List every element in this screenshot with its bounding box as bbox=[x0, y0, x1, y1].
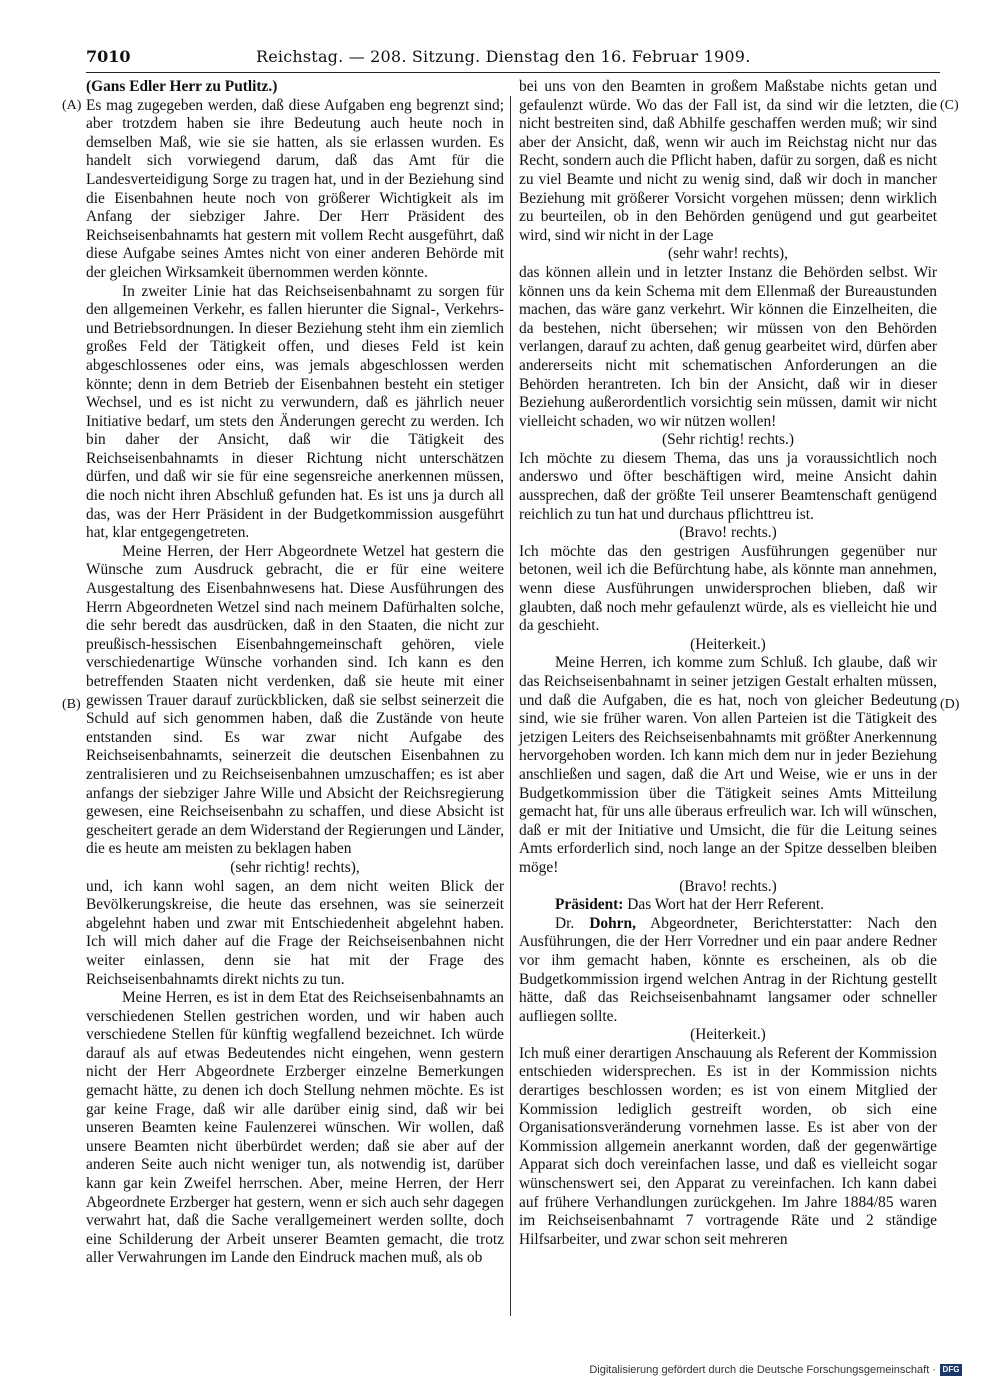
column-divider bbox=[510, 96, 511, 1316]
paragraph: Ich muß einer derartigen Anschauung als Referent der Kommission entschieden widersprechen. Es ist in der Kommission nichts derartiges beschlossen worden; es ist von einem Mitglied der Kommission lediglich gestreift worden, ob sich eine Organisationsveränderung vornehmen lasse. Es ist aber von der Kommission allgemein anerkannt worden, daß der gegenwärtige Apparat sich doch vereinfachen lasse, und daß es vielleicht sogar wünschenswert sei, den Apparat zu vereinfachen. Ich kann dabei auf frühere Verhandlungen zurückgehen. Im Jahre 1884/85 waren im Reichseisenbahnamt 7 vortragende Räte und 2 ständige Hilfsarbeiter, und zwar schon seit mehreren bbox=[519, 1044, 937, 1248]
left-column bbox=[86, 78, 504, 1268]
paragraph: das können allein und in letzter Instanz die Behörden selbst. Wir können uns da kein Schema mit dem Ellenmaß der Bureaustunden machen, das wäre ganz verkehrt. Wir können die Einzelheiten, die da bestehen, nicht übersehen; wir müssen von den Behörden verlangen, darauf zu achten, daß genug gearbeitet wird, dürfen aber andererseits nicht mit schematischen Anforderungen an die Behörden herantreten. Ich bin der Ansicht, daß wir in dieser Beziehung außerordentlich vorsichtig sein müssen, damit wir nicht vielleicht schaden, wo wir nützen wollen! bbox=[519, 263, 937, 430]
dohrn-name: Dohrn, bbox=[589, 914, 636, 932]
paragraph: Meine Herren, ich komme zum Schluß. Ich glaube, daß wir das Reichseisenbahnamt in seiner jetzigen Gestalt erhalten müssen, und daß die Aufgaben, die es hat, noch von gleicher Bedeutung sind, wie sie früher waren. Von allen Parteien ist die Tätigkeit des jetzigen Leiters des Reichseisenbahnamts mit größter Anerkennung hervorgehoben worden. Ich kann mich dem nur in jeder Beziehung anschließen und sagen, daß die Art und Weise, wie er uns in der Budgetkommission über die Tätigkeit seines Amts Mitteilung gemacht hat, für uns alle überaus erfreulich war. Ich will wünschen, daß er mit der Initiative und Umsicht, die für die Leitung seines Amts erforderlich sind, noch lange an der Spitze desselben bleiben möge! bbox=[519, 654, 937, 876]
dohrn-title: Dr. bbox=[555, 914, 575, 932]
page-footer bbox=[589, 1364, 962, 1376]
paragraph: Es mag zugegeben werden, daß diese Aufgaben eng begrenzt sind; aber trotzdem haben sie ihre Bedeutung auch heute noch in demselben Maß, wie sie sie hatten, als sie erlassen wurden. Es handelt sich vorwiegend darum, daß das Amt für die Landesverteidigung Sorge zu tragen hat, und in der Beziehung sind die Eisenbahnen heute noch von größerer Wichtigkeit als im Anfang der siebziger Jahre. Der Herr Präsident des Reichseisenbahnamts hat gestern mit vollem Recht ausgeführt, daß diese Aufgabe seines Amtes nicht von einer anderen Behörde mit der gleichen Wirksamkeit übernommen werden könnte. bbox=[86, 96, 504, 281]
margin-marker-a: (A) bbox=[62, 98, 82, 113]
page-number: 7010 bbox=[86, 47, 131, 66]
right-column bbox=[519, 78, 937, 1249]
interjection: (Sehr richtig! rechts.) bbox=[661, 431, 795, 449]
margin-marker-b: (B) bbox=[62, 697, 81, 712]
paragraph: bei uns von den Beamten in großem Maßstabe nichts getan und gefaulenzt würde. Wo das der Fall ist, da sind wir die letzten, die nicht bestreiten sind, daß Abhilfe geschaffen werden muß; wir sind aber der Ansicht, daß, wenn wir auch im Reichstag nicht nur das Recht, sondern auch die Pflicht haben, dafür zu sorgen, daß es nicht zu viel Beamte und nicht zu wenig sind, daß wir doch in mancher Beziehung mit größerer Vorsicht vorgehen müssen; denn wirklich zu beurteilen, ob in den Behörden genügend und gut gearbeitet wird, sind wir nicht in der Lage bbox=[519, 78, 937, 244]
president-text: Das Wort hat der Herr Referent. bbox=[627, 896, 825, 914]
header-rule bbox=[86, 72, 940, 73]
paragraph: Ich möchte zu diesem Thema, das uns ja voraussichtlich noch anderswo und öfter beschäftigen wird, meine Ansicht dahin aussprechen, daß der größte Teil unserer Beamtenschaft genügend reichlich zu tun hat und durchaus pflichttreu ist. bbox=[519, 449, 937, 523]
dohrn-statement bbox=[519, 915, 937, 1027]
margin-marker-c: (C) bbox=[940, 98, 959, 113]
paragraph: In zweiter Linie hat das Reichseisenbahnamt zu sorgen für den allgemeinen Verkehr, es fallen hierunter die Signal-, Verkehrs- und Betriebsordnungen. In dieser Beziehung steht ihm ein ziemlich großes Feld der Tätigkeit offen, und dieses Feld ist kein abgeschlossenes oder eins, was jemals abgeschlossen werden könnte; denn in dem Betrieb der Eisenbahnen besteht ein stetiger Wechsel, und es ist nicht zu verwundern, daß es jährlich neuer Initiative bedarf, um stets den Änderungen gerecht zu werden. Ich bin daher der Ansicht, daß wir die Tätigkeit des Reichseisenbahnamts in dieser Richtung nicht unterschätzen dürfen, und daß wir sie für eine segensreiche anerkennen müssen, die noch nicht ihren Abschluß gefunden hat. Es ist uns ja durch all das, was der Herr Präsident in der Budgetkommission ausgeführt hat, klar entgegengetreten. bbox=[86, 282, 504, 542]
interjection: (Bravo! rechts.) bbox=[679, 877, 777, 895]
president-label: Präsident: bbox=[555, 896, 624, 914]
page-header bbox=[64, 47, 940, 73]
president-statement bbox=[519, 896, 937, 915]
interjection: (Bravo! rechts.) bbox=[679, 524, 777, 542]
page-title: Reichstag. — 208. Sitzung. Dienstag den 16. Februar 1909. bbox=[256, 47, 751, 66]
footer-text: Digitalisierung gefördert durch die Deutsche Forschungsgemeinschaft · bbox=[589, 1364, 936, 1376]
interjection: (sehr richtig! rechts), bbox=[230, 858, 360, 876]
interjection: (Heiterkeit.) bbox=[690, 635, 766, 653]
paragraph: Meine Herren, der Herr Abgeordnete Wetzel hat gestern die Wünsche zum Ausdruck gebracht, die er für eine weitere Ausgestaltung des Eisenbahnwesens hat. Diese Ausführungen des Herrn Abgeordneten Wetzel sind nach meinem Dafürhalten solche, die sehr beredt das ausdrücken, daß in den Staaten, die nicht zur preußisch-hessischen Eisenbahngemeinschaft gehören, viele verschiedenartige Wünsche vorhanden sind. Ich kann es den betreffenden Staaten nicht verdenken, daß sie heute mit einer gewissen Trauer darauf zurückblicken, daß sie selbst seinerzeit die Schuld auf sich genommen haben, daß die Zustände von heute entstanden sind. Es war zwar nicht Aufgabe des Reichseisenbahnamts, seinerzeit die deutschen Eisenbahnen zu zentralisieren und zu Reichseisenbahnen umzuschaffen; es ist aber anfangs der siebziger Jahre Wille und Absicht der Reichsregierung gewesen, eine Reichseisenbahn zu schaffen, und diese Absicht ist gescheitert gerade an dem Widerstand der Regierungen und Länder, die es heute am meisten zu beklagen haben bbox=[86, 542, 504, 858]
paragraph: Ich möchte das den gestrigen Ausführungen gegenüber nur betonen, weil ich die Befürchtung habe, als könnte man annehmen, wenn diese Ausführungen unwidersprochen blieben, daß wir glaubten, daß noch mehr gefaulenzt würde, als es vielleicht hie und da geschieht. bbox=[519, 542, 937, 635]
paragraph: und, ich kann wohl sagen, an dem nicht weiten Blick der Bevölkerungskreise, die heute das ersehnen, was sie seinerzeit abgelehnt haben und zwar mit Entschiedenheit abgelehnt haben. Ich will mich daher auf die Frage der Reichseisenbahnen nicht weiter einlassen, denn sie hat mit der Frage des Reichseisenbahnamts direkt nichts zu tun. bbox=[86, 877, 504, 988]
interjection: (Heiterkeit.) bbox=[690, 1026, 766, 1044]
interjection: (sehr wahr! rechts), bbox=[667, 245, 789, 263]
dfg-logo-icon: DFG bbox=[940, 1364, 962, 1376]
speaker-name: (Gans Edler Herr zu Putlitz.) bbox=[86, 78, 278, 95]
paragraph: Meine Herren, es ist in dem Etat des Reichseisenbahnamts an verschiedenen Stellen gestrichen worden, und wir haben auch verschiedene Stellen für künftig wegfallend bezeichnet. Ich würde darauf als auf etwas Bedeutendes nicht eingehen, wenn gestern nicht der Herr Abgeordnete Erzberger einzelne Bemerkungen gemacht hätte, zu denen ich doch Stellung nehmen möchte. Es ist gar keine Frage, daß wir alle darüber einig sind, daß wir bei unseren Beamten keine Faulenzerei wünschen. Wir wollen, daß unsere Beamten nicht überbürdet werden; daß sie aber auf der anderen Seite auch nicht weniger tun, als notwendig ist, darüber kann gar kein Zweifel herrschen. Aber, meine Herren, der Herr Abgeordnete Erzberger hat gestern, wenn er sich auch sehr dagegen verwahrt hat, daß die Sache verallgemeinert werden sollte, doch eine Schilderung der Arbeit unserer Beamten gemacht, die trotz aller Verwahrungen im Lande den Eindruck machen muß, als ob bbox=[86, 989, 504, 1267]
dohrn-text: Abgeordneter, Berichterstatter: Nach den Ausführungen, die der Herr Vorredner und ein paar andere Redner vor ihm gemacht haben, könnte es erscheinen, als ob die Budgetkommission irgend welchen Antrag in der Richtung gestellt hätte, daß das Reichseisenbahnamt langsamer oder schneller aufliegen sollte. bbox=[519, 914, 937, 1025]
margin-marker-d: (D) bbox=[940, 697, 960, 712]
